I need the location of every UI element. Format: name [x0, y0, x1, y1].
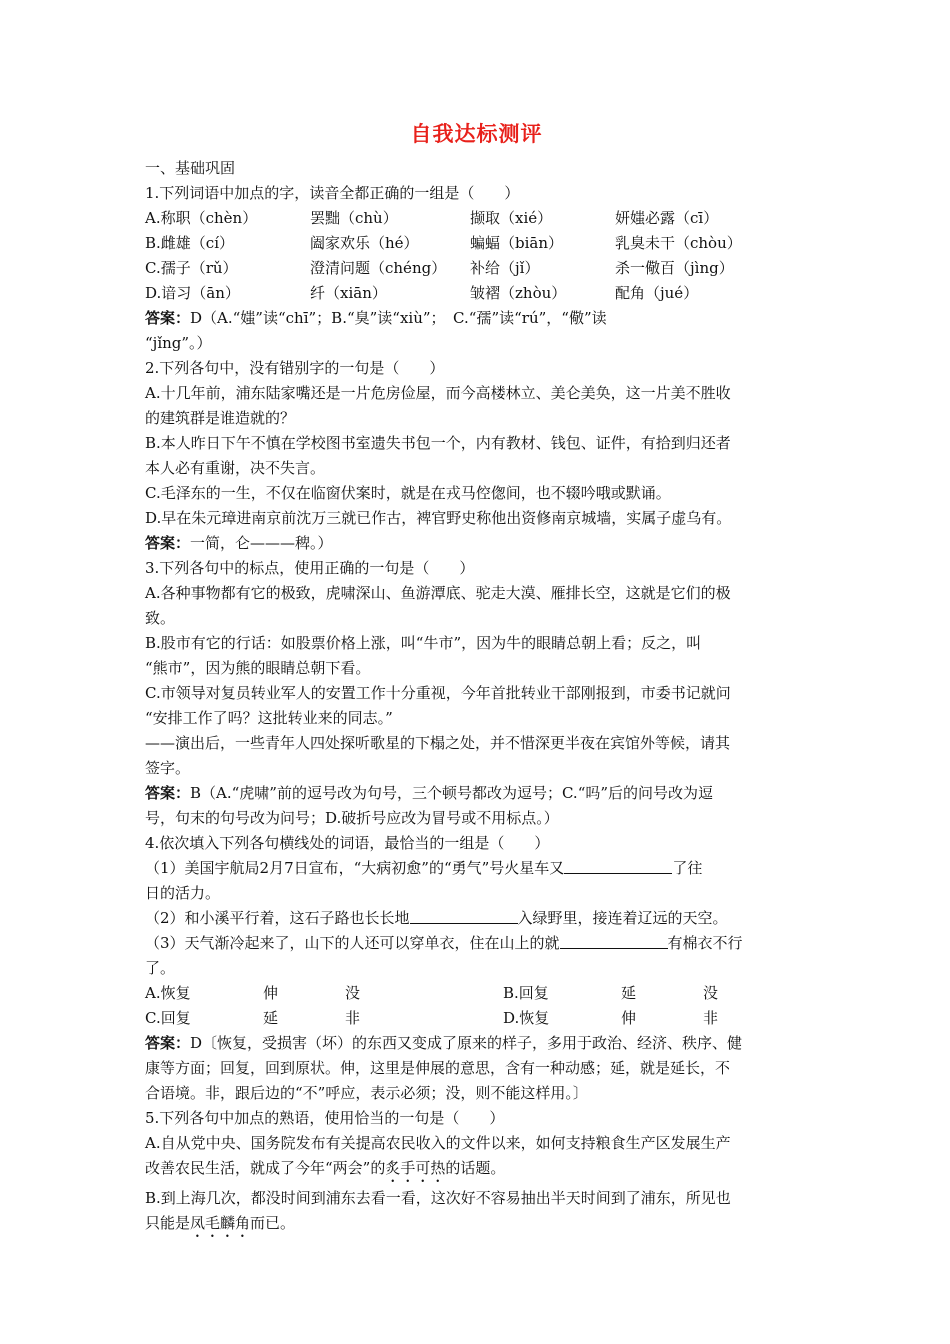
sentence-text: 而已。 — [250, 1214, 296, 1232]
sentence-text: 改善农民生活，就成了今年“两会”的 — [145, 1159, 386, 1177]
option-word: 延 — [621, 984, 637, 1002]
q3-answer-cont: 号，句末的句号改为问号；D.破折号应改为冒号或不用标点。） — [145, 809, 559, 827]
q5-option-a: A.自从党中央、国务院发布有关提高农民收入的文件以来，如何支持粮食生产区发展生产 — [145, 1134, 731, 1152]
q1-cell: 杀一儆百（jìng） — [615, 259, 734, 277]
q3-answer — [145, 781, 808, 806]
q1-option-row-d — [145, 281, 808, 306]
sentence-text: 的话题。 — [445, 1159, 506, 1177]
q2-option-a-cont: 的建筑群是谁造就的？ — [145, 409, 296, 427]
q1-cell: 配角（jué） — [615, 284, 699, 302]
q1-cell: 妍媸必露（cī） — [615, 209, 719, 227]
option-word: 伸 — [621, 1009, 637, 1027]
q1-option-row-c — [145, 256, 808, 281]
answer-label: 答案： — [145, 1034, 191, 1052]
q2-option-b: B.本人昨日下午不慎在学校图书室遗失书包一个，内有教材、钱包、证件，有拾到归还者 — [145, 434, 731, 452]
q4-stem: 4.依次填入下列各句横线处的词语，最恰当的一组是（ ） — [145, 834, 550, 852]
fill-blank — [560, 932, 668, 949]
q1-cell: 皱褶（zhòu） — [470, 284, 567, 302]
q1-cell: 乳臭未干（chòu） — [615, 234, 742, 252]
q1-cell: 撷取（xié） — [470, 209, 553, 227]
q1-cell: 罢黜（chù） — [310, 209, 398, 227]
q1-answer — [145, 306, 808, 331]
q4-options-row-1 — [145, 981, 808, 1006]
answer-text: D（A.“媸”读“chī”；B.“臭”读“xiù”； C.“孺”读“rú”，“儆”读 — [190, 309, 607, 327]
option-word: C.回复 — [145, 1009, 191, 1027]
q1-option-row-a — [145, 206, 808, 231]
q3-option-a: A.各种事物都有它的极致，虎啸深山、鱼游潭底、驼走大漠、雁排长空，这就是它们的极 — [145, 584, 731, 602]
answer-label: 答案： — [145, 309, 191, 327]
sentence-text: （1）美国宇航局2月7日宣布，“大病初愈”的“勇气”号火星车又 — [145, 859, 565, 877]
option-word: 没 — [345, 984, 361, 1002]
option-word: B.回复 — [503, 984, 549, 1002]
q3-option-d-cont: 签字。 — [145, 759, 191, 777]
option-word: 没 — [703, 984, 719, 1002]
q4-sentence-1 — [145, 856, 808, 881]
fill-blank — [410, 907, 518, 924]
q1-answer-cont: “jǐng”。） — [145, 334, 212, 352]
q2-option-a: A.十几年前，浦东陆家嘴还是一片危房俭屋，而今高楼林立、美仑美奂，这一片美不胜收 — [145, 384, 731, 402]
q5-option-b: B.到上海几次，都没时间到浦东去看一看，这次好不容易抽出半天时间到了浦东，所见也 — [145, 1189, 731, 1207]
q2-stem: 2.下列各句中，没有错别字的一句是（ ） — [145, 359, 445, 377]
q1-cell: D.谙习（ān） — [145, 284, 240, 302]
q4-sentence-3-cont: 了。 — [145, 959, 176, 977]
q2-option-b-cont: 本人必有重谢，决不失言。 — [145, 459, 326, 477]
sentence-text: 入绿野里，接连着辽远的天空。 — [517, 909, 728, 927]
q3-option-b-cont: “熊市”，因为熊的眼睛总朝下看。 — [145, 659, 371, 677]
option-word: 伸 — [263, 984, 279, 1002]
q1-cell: 蝙蝠（biān） — [470, 234, 564, 252]
q3-option-b: B.股市有它的行话：如股票价格上涨，叫“牛市”，因为牛的眼睛总朝上看；反之，叫 — [145, 634, 702, 652]
q5-option-a-cont — [145, 1156, 808, 1186]
sentence-text: 有棉衣不行 — [667, 934, 743, 952]
answer-label: 答案： — [145, 534, 191, 552]
q5-stem: 5.下列各句中加点的熟语，使用恰当的一句是（ ） — [145, 1109, 505, 1127]
answer-text: D〔恢复，受损害（坏）的东西又变成了原来的样子，多用于政治、经济、秩序、健 — [190, 1034, 743, 1052]
q4-answer-cont: 康等方面；回复，回到原状。伸，这里是伸展的意思，含有一种动感；延，就是延长，不 — [145, 1059, 731, 1077]
q1-cell: 纤（xiān） — [310, 284, 387, 302]
q1-cell: 补给（jǐ） — [470, 259, 540, 277]
option-word: 非 — [703, 1009, 719, 1027]
document-page — [145, 118, 808, 1241]
sentence-text: （2）和小溪平行着，这石子路也长长地 — [145, 909, 410, 927]
q3-option-a-cont: 致。 — [145, 609, 176, 627]
answer-label: 答案： — [145, 784, 191, 802]
answer-text: 一简，仑———稗。） — [190, 534, 333, 552]
q2-answer — [145, 531, 808, 556]
q1-cell: 阖家欢乐（hé） — [310, 234, 419, 252]
sentence-text: 了往 — [672, 859, 703, 877]
fill-blank — [564, 857, 672, 874]
q3-option-c-cont: “安排工作了吗？这批转业来的同志。” — [145, 709, 393, 727]
option-word: A.恢复 — [145, 984, 191, 1002]
dotted-idiom: 炙手可热 — [385, 1159, 446, 1177]
q3-stem: 3.下列各句中的标点，使用正确的一句是（ ） — [145, 559, 475, 577]
q5-option-b-cont — [145, 1211, 808, 1241]
option-word: D.恢复 — [503, 1009, 550, 1027]
q4-sentence-2 — [145, 906, 808, 931]
q2-option-d: D.早在朱元璋进南京前沈万三就已作古，裨官野史称他出资修南京城墙，实属子虚乌有。 — [145, 509, 732, 527]
q1-cell: C.孺子（rǔ） — [145, 259, 238, 277]
section-heading: 一、基础巩固 — [145, 159, 236, 177]
sentence-text: （3）天气渐冷起来了，山下的人还可以穿单衣，住在山上的就 — [145, 934, 560, 952]
page-title: 自我达标测评 — [410, 121, 543, 146]
q3-option-c: C.市领导对复员转业军人的安置工作十分重视，今年首批转业干部刚报到，市委书记就问 — [145, 684, 731, 702]
option-word: 非 — [345, 1009, 361, 1027]
q1-stem: 1.下列词语中加点的字，读音全都正确的一组是（ ） — [145, 184, 520, 202]
q4-sentence-3 — [145, 931, 808, 956]
sentence-text: 只能是 — [145, 1214, 191, 1232]
option-word: 延 — [263, 1009, 279, 1027]
q1-cell: B.雌雄（cí） — [145, 234, 234, 252]
q1-option-row-b — [145, 231, 808, 256]
q3-option-d: ——演出后，一些青年人四处探听歌星的下榻之处，并不惜深更半夜在宾馆外等候，请其 — [145, 734, 731, 752]
dotted-idiom: 凤毛麟角 — [190, 1214, 251, 1232]
q1-cell: A.称职（chèn） — [145, 209, 258, 227]
q4-answer-cont: 合语境。非，跟后边的“不”呼应，表示必须；没，则不能这样用。〕 — [145, 1084, 588, 1102]
q2-option-c: C.毛泽东的一生，不仅在临窗伏案时，就是在戎马倥偬间，也不辍吟哦或默诵。 — [145, 484, 671, 502]
q4-options-row-2 — [145, 1006, 808, 1031]
answer-text: B（A.“虎啸”前的逗号改为句号，三个顿号都改为逗号；C.“吗”后的问号改为逗 — [190, 784, 714, 802]
q4-answer — [145, 1031, 808, 1056]
q4-sentence-1-cont: 日的活力。 — [145, 884, 221, 902]
q1-cell: 澄清问题（chéng） — [310, 259, 447, 277]
